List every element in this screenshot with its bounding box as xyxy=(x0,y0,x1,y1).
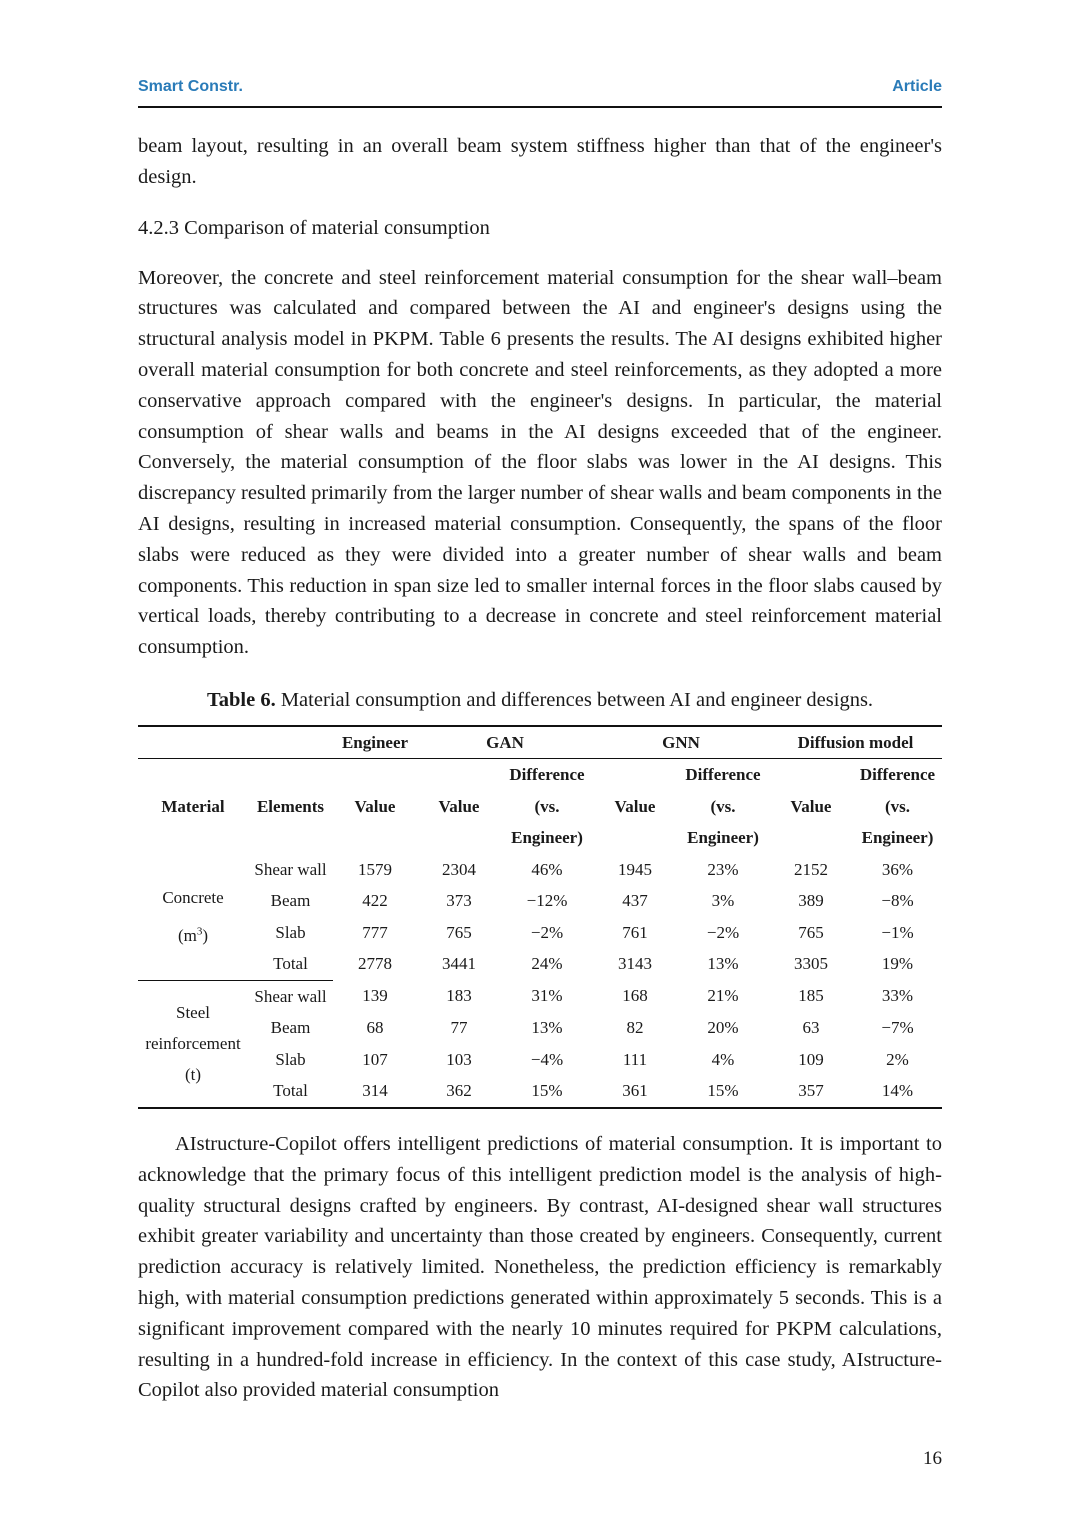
journal-name: Smart Constr. xyxy=(138,78,243,95)
table-cell: −1% xyxy=(881,922,914,942)
paragraph-2: Moreover, the concrete and steel reinforcement material consumption for the shear wall–beam structures was calculated and compared between the AI and engineer's designs using the structural analysis model in PKPM. Table 6 presents the results. The AI designs exhibited higher overall material consumption for both concrete and steel reinforcements, as they adopted a more conservative approach compared with the engineer's designs. In particular, the material consumption of shear walls and beams in the AI designs exceeded that of the engineer. Conversely, the material consumption of the floor slabs was lower in the AI designs. This discrepancy resulted primarily from the larger number of shear walls and beam components in the AI designs, resulting in increased material consumption. Consequently, the spans of the floor slabs were reduced as they were divided into a greater number of shear walls and beam components. This reduction in span size led to smaller internal forces in the floor slabs caused by vertical loads, thereby contributing to a decrease in concrete and steel reinforcement material consumption. xyxy=(138,266,942,659)
table-cell: 2304 xyxy=(442,859,476,879)
concrete-label: Concrete xyxy=(162,887,224,907)
concrete-unit-close: ) xyxy=(202,925,209,945)
table-cell: 107 xyxy=(362,1049,388,1069)
paragraph-1: beam layout, resulting in an overall beam system stiffness higher than that of the engineer's design. xyxy=(138,135,942,188)
table-cell: 109 xyxy=(798,1049,824,1069)
table-cell: 3% xyxy=(711,891,735,911)
concrete-unit-base: (m xyxy=(177,925,197,945)
element-name-cell: Slab xyxy=(275,1049,306,1069)
col-diff-gnn-l1: Difference xyxy=(685,765,761,785)
col-diff-diffusion-l1: Difference xyxy=(859,765,936,785)
table-cell: −4% xyxy=(530,1049,564,1069)
page-header xyxy=(138,76,942,108)
table-cell: 183 xyxy=(446,986,472,1006)
group-diffusion: Diffusion model xyxy=(769,726,942,759)
table-cell: 314 xyxy=(362,1081,388,1101)
table-subheader-row xyxy=(138,759,942,791)
element-name-cell: Slab xyxy=(275,922,306,942)
concrete-rows xyxy=(138,854,942,981)
table-cell: 21% xyxy=(707,986,739,1006)
col-elements: Elements xyxy=(256,796,325,816)
table-cell: 4% xyxy=(711,1049,735,1069)
element-name-cell: Beam xyxy=(270,1018,311,1038)
table-cell: 1579 xyxy=(358,859,392,879)
col-diff-gnn-l2: (vs. xyxy=(710,796,736,816)
table-cell: 3305 xyxy=(794,954,828,974)
steel-label-line-3: (t) xyxy=(184,1065,202,1085)
table-cell: −12% xyxy=(526,891,568,911)
table-cell: 361 xyxy=(622,1081,648,1101)
col-diff-diffusion-l2: (vs. xyxy=(884,796,911,816)
col-value-engineer: Value xyxy=(354,796,396,816)
table-caption-label: Table 6. xyxy=(206,688,276,711)
table-cell: 13% xyxy=(707,954,739,974)
article-type: Article xyxy=(892,78,942,95)
col-value-gnn: Value xyxy=(614,796,656,816)
table-cell: 19% xyxy=(881,954,914,974)
table-cell: 24% xyxy=(531,954,563,974)
table-cell: 103 xyxy=(446,1049,472,1069)
concrete-unit xyxy=(138,926,248,946)
table-row xyxy=(138,1044,942,1076)
table-row xyxy=(138,948,942,980)
col-diff-gan-l1: Difference xyxy=(509,765,585,785)
steel-label-line-2: reinforcement xyxy=(145,1034,241,1054)
table-cell: −7% xyxy=(881,1018,914,1038)
table-cell: 139 xyxy=(362,986,388,1006)
table-row xyxy=(138,854,942,886)
table-cell: 15% xyxy=(531,1081,563,1101)
steel-rows xyxy=(138,980,942,1108)
table-group-header-row xyxy=(138,726,942,759)
concrete-unit-sup: 3 xyxy=(196,925,203,938)
table-cell: 437 xyxy=(622,891,648,911)
table-cell: 36% xyxy=(881,859,914,879)
group-engineer: Engineer xyxy=(333,726,417,759)
element-name-cell: Total xyxy=(273,1081,308,1101)
table-cell: 2152 xyxy=(794,859,828,879)
table-cell: 362 xyxy=(446,1081,472,1101)
paragraph-3: AIstructure-Copilot offers intelligent predictions of material consumption. It is important to acknowledge that the primary focus of this intelligent prediction model is the analysis of high-quality structural designs crafted by engineers. By contrast, AI-designed shear wall structures exhibit greater variability and uncertainty than those created by engineers. Consequently, current prediction accuracy is relatively limited. Nonetheless, the prediction efficiency is remarkably high, with material consumption predictions generated within approximately 5 seconds. This is a significant improvement compared with the nearly 10 minutes required for PKPM calculations, resulting in a hundred-fold increase in efficiency. In the context of this case study, AIstructure-Copilot also provided material consumption xyxy=(138,1132,942,1402)
table-cell: 357 xyxy=(798,1081,824,1101)
table-cell: 14% xyxy=(881,1081,914,1101)
col-diff-gan-l3: Engineer) xyxy=(511,828,583,848)
table-cell: 777 xyxy=(362,922,388,942)
table-cell: 68 xyxy=(366,1018,384,1038)
element-name-cell: Total xyxy=(248,948,333,980)
table-cell: 13% xyxy=(531,1018,563,1038)
table-cell: 77 xyxy=(450,1018,468,1038)
table-row xyxy=(138,917,942,949)
table-cell: 373 xyxy=(446,891,472,911)
table-cell: 82 xyxy=(626,1018,644,1038)
table-cell: −2% xyxy=(530,922,564,942)
steel-material-label xyxy=(138,980,248,1108)
col-diff-gnn-l3: Engineer) xyxy=(687,828,759,848)
table-row xyxy=(138,980,942,1012)
table-cell: 761 xyxy=(622,922,648,942)
element-name-cell: Shear wall xyxy=(254,859,327,879)
group-gnn: GNN xyxy=(593,726,769,759)
steel-label-line-1: Steel xyxy=(176,1003,210,1023)
col-value-gan: Value xyxy=(438,796,480,816)
section-heading: 4.2.3 Comparison of material consumption xyxy=(138,216,490,239)
table-cell: 3143 xyxy=(618,954,652,974)
table-row xyxy=(138,1075,942,1108)
table-caption-text: Material consumption and differences between AI and engineer designs. xyxy=(280,688,874,711)
table-cell: −8% xyxy=(881,891,914,911)
table-cell: 422 xyxy=(362,891,388,911)
page-number: 16 xyxy=(923,1448,942,1469)
table-cell: 20% xyxy=(707,1018,739,1038)
col-diff-gan-l2: (vs. xyxy=(534,796,560,816)
group-gan: GAN xyxy=(417,726,593,759)
table-cell: 185 xyxy=(798,986,824,1006)
element-name-cell: Beam xyxy=(270,891,311,911)
table-cell: 46% xyxy=(531,859,563,879)
col-material: Material xyxy=(161,796,225,816)
col-value-diffusion: Value xyxy=(790,796,832,816)
table-cell: 765 xyxy=(798,922,824,942)
element-name-cell: Shear wall xyxy=(254,986,327,1006)
page-content xyxy=(138,131,942,1406)
table-cell: 2% xyxy=(886,1049,909,1069)
table-cell: 168 xyxy=(622,986,648,1006)
table-cell: 23% xyxy=(707,859,739,879)
table-cell: 111 xyxy=(622,1049,648,1069)
table-cell: 2778 xyxy=(358,954,392,974)
table-cell: 33% xyxy=(881,986,914,1006)
table-cell: −2% xyxy=(706,922,740,942)
table-row xyxy=(138,885,942,917)
table-cell: 63 xyxy=(802,1018,820,1038)
col-diff-diffusion-l3: Engineer) xyxy=(861,828,934,848)
table-cell: 1945 xyxy=(618,859,652,879)
table-cell: 31% xyxy=(531,986,563,1006)
table-cell: 15% xyxy=(707,1081,739,1101)
table-cell: 389 xyxy=(798,891,824,911)
table-caption xyxy=(138,685,942,715)
table-row xyxy=(138,1012,942,1044)
table-cell: 3441 xyxy=(442,954,476,974)
table-cell: 765 xyxy=(446,922,472,942)
concrete-material-label xyxy=(138,854,248,981)
material-consumption-table xyxy=(138,725,942,1109)
